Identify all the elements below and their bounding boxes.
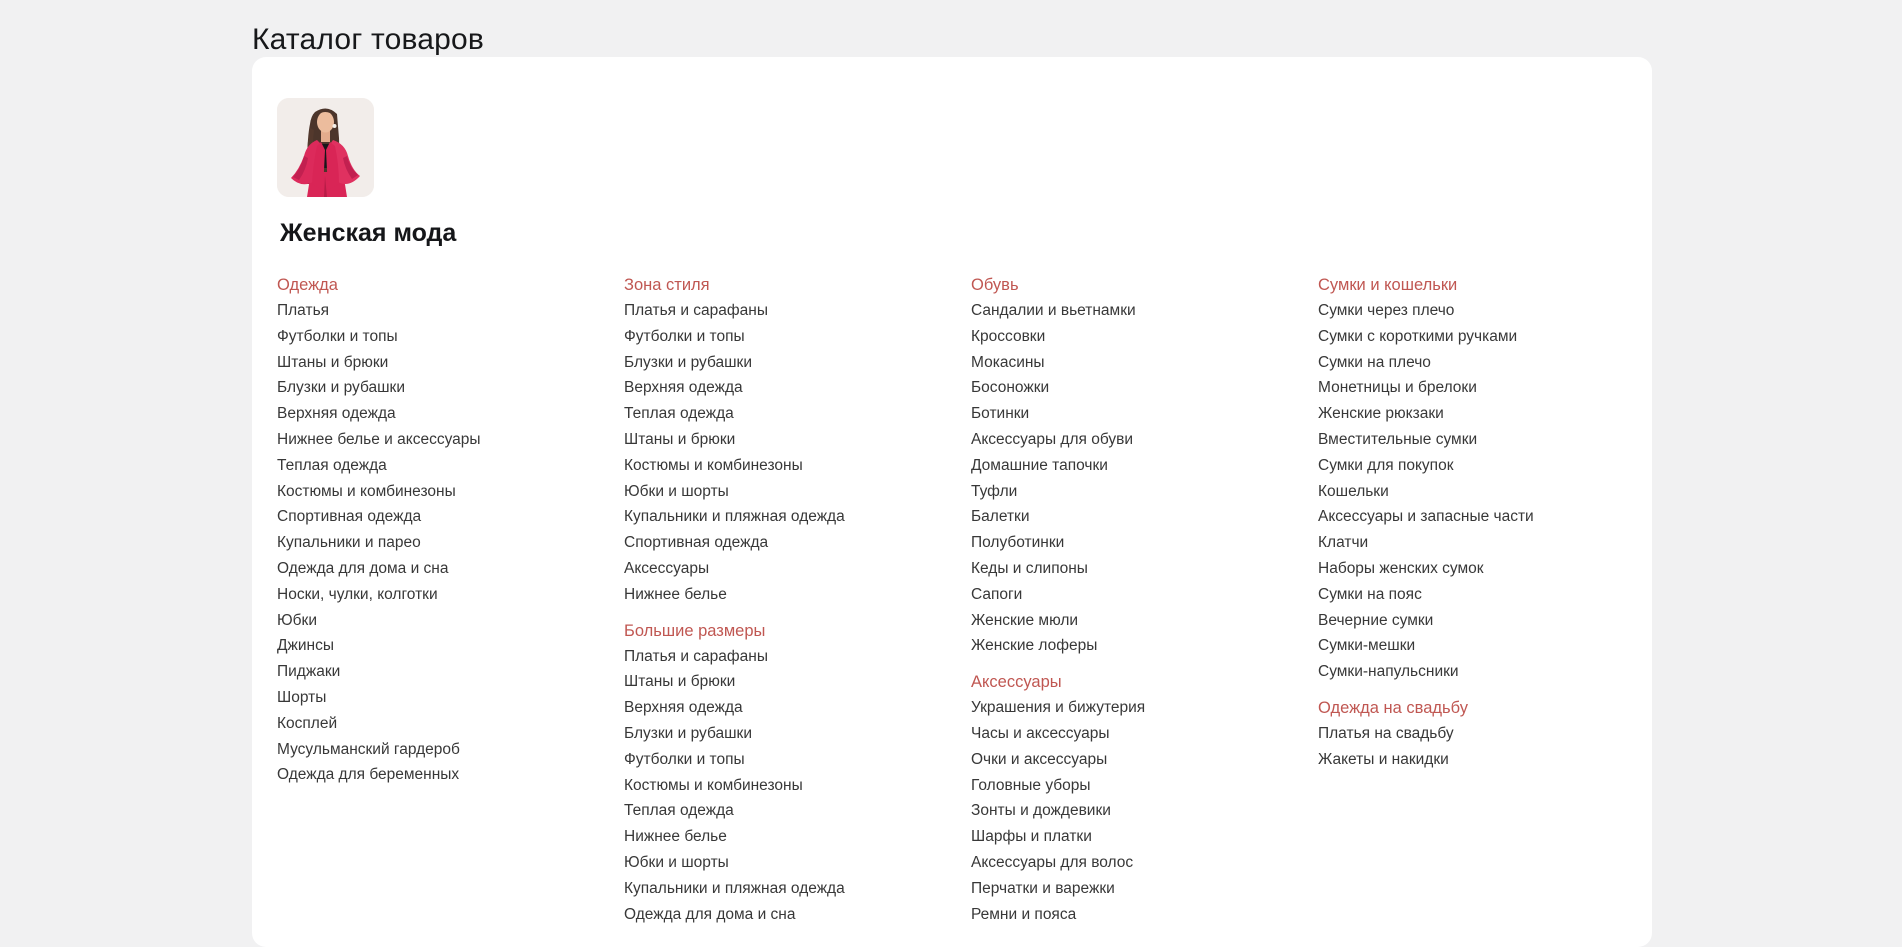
category-section bbox=[624, 618, 957, 928]
subcategory-link[interactable]: Костюмы и комбинезоны bbox=[277, 482, 456, 500]
category-section bbox=[1318, 272, 1651, 685]
category-section bbox=[624, 272, 957, 608]
subcategory-link[interactable]: Сапоги bbox=[971, 585, 1023, 603]
subcategory-link[interactable]: Футболки и топы bbox=[624, 327, 745, 345]
subcategory-link[interactable]: Блузки и рубашки bbox=[624, 724, 752, 742]
subcategory-link[interactable]: Кошельки bbox=[1318, 482, 1389, 500]
section-header-link[interactable]: Зона стиля bbox=[624, 276, 710, 294]
subcategory-link[interactable]: Женские лоферы bbox=[971, 637, 1098, 655]
subcategory-link[interactable]: Юбки и шорты bbox=[624, 482, 729, 500]
subcategory-link[interactable]: Босоножки bbox=[971, 379, 1050, 397]
subcategory-link[interactable]: Спортивная одежда bbox=[277, 508, 422, 526]
subcategory-link[interactable]: Купальники и пляжная одежда bbox=[624, 508, 845, 526]
subcategory-link[interactable]: Женские рюкзаки bbox=[1318, 405, 1444, 423]
subcategory-link[interactable]: Верхняя одежда bbox=[624, 379, 743, 397]
subcategory-link[interactable]: Платья и сарафаны bbox=[624, 647, 768, 665]
subcategory-link[interactable]: Штаны и брюки bbox=[624, 430, 736, 448]
category-column-2 bbox=[624, 272, 971, 927]
subcategory-link[interactable]: Блузки и рубашки bbox=[277, 379, 405, 397]
subcategory-link[interactable]: Блузки и рубашки bbox=[624, 353, 752, 371]
subcategory-link[interactable]: Мусульманский гардероб bbox=[277, 740, 460, 758]
page-title: Каталог товаров bbox=[252, 23, 485, 57]
subcategory-link[interactable]: Мокасины bbox=[971, 353, 1045, 371]
category-section bbox=[971, 669, 1304, 927]
subcategory-link[interactable]: Очки и аксессуары bbox=[971, 750, 1108, 768]
subcategory-link[interactable]: Косплей bbox=[277, 714, 338, 732]
subcategory-link[interactable]: Купальники и пляжная одежда bbox=[624, 879, 845, 897]
category-section bbox=[971, 272, 1304, 659]
section-header-link[interactable]: Аксессуары bbox=[971, 673, 1062, 692]
subcategory-link[interactable]: Часы и аксессуары bbox=[971, 724, 1110, 742]
subcategory-link[interactable]: Головные уборы bbox=[971, 776, 1091, 794]
subcategory-link[interactable]: Платья на свадьбу bbox=[1318, 724, 1454, 742]
subcategory-link[interactable]: Жакеты и накидки bbox=[1318, 750, 1449, 768]
subcategory-link[interactable]: Полуботинки bbox=[971, 534, 1065, 552]
section-header-link[interactable]: Большие размеры bbox=[624, 621, 766, 640]
subcategory-link[interactable]: Костюмы и комбинезоны bbox=[624, 776, 803, 794]
subcategory-link[interactable]: Украшения и бижутерия bbox=[971, 699, 1146, 717]
subcategory-link[interactable]: Перчатки и варежки bbox=[971, 879, 1115, 897]
subcategory-link[interactable]: Зонты и дождевики bbox=[971, 802, 1111, 820]
subcategory-link[interactable]: Аксессуары и запасные части bbox=[1318, 508, 1534, 526]
subcategory-link[interactable]: Ботинки bbox=[971, 405, 1030, 423]
subcategory-link[interactable]: Футболки и топы bbox=[624, 750, 745, 768]
subcategory-link[interactable]: Нижнее белье bbox=[624, 585, 727, 603]
section-header-link[interactable]: Обувь bbox=[971, 276, 1019, 294]
subcategory-link[interactable]: Теплая одежда bbox=[624, 405, 734, 423]
subcategory-link[interactable]: Монетницы и брелоки bbox=[1318, 379, 1477, 397]
category-card bbox=[252, 57, 1652, 947]
subcategory-link[interactable]: Домашние тапочки bbox=[971, 456, 1108, 474]
subcategory-link[interactable]: Балетки bbox=[971, 508, 1030, 526]
category-column-1 bbox=[277, 272, 624, 788]
subcategory-link[interactable]: Штаны и брюки bbox=[277, 353, 389, 371]
subcategory-link[interactable]: Сумки для покупок bbox=[1318, 456, 1454, 474]
subcategory-link[interactable]: Платья и сарафаны bbox=[624, 302, 768, 319]
category-column-4 bbox=[1318, 272, 1652, 773]
category-columns bbox=[277, 272, 1652, 927]
category-name[interactable]: Женская мода bbox=[280, 219, 457, 247]
subcategory-link[interactable]: Нижнее белье и аксессуары bbox=[277, 430, 481, 448]
subcategory-link[interactable]: Вместительные сумки bbox=[1318, 430, 1478, 448]
subcategory-link[interactable]: Верхняя одежда bbox=[624, 699, 743, 717]
subcategory-link[interactable]: Верхняя одежда bbox=[277, 405, 396, 423]
subcategory-link[interactable]: Шарфы и платки bbox=[971, 828, 1092, 846]
subcategory-link[interactable]: Носки, чулки, колготки bbox=[277, 585, 438, 603]
subcategory-link[interactable]: Наборы женских сумок bbox=[1318, 559, 1484, 577]
category-section bbox=[1318, 695, 1651, 773]
subcategory-link[interactable]: Купальники и парео bbox=[277, 534, 421, 552]
subcategory-link[interactable]: Вечерние сумки bbox=[1318, 611, 1434, 629]
subcategory-link[interactable]: Теплая одежда bbox=[624, 802, 734, 820]
subcategory-link[interactable]: Туфли bbox=[971, 482, 1018, 500]
subcategory-link[interactable]: Сумки-напульсники bbox=[1318, 663, 1459, 681]
subcategory-link[interactable]: Клатчи bbox=[1318, 534, 1369, 552]
category-column-3 bbox=[971, 272, 1318, 927]
subcategory-link[interactable]: Платья bbox=[277, 302, 330, 319]
section-header-link[interactable]: Одежда bbox=[277, 276, 338, 294]
subcategory-link[interactable]: Теплая одежда bbox=[277, 456, 387, 474]
subcategory-link[interactable]: Костюмы и комбинезоны bbox=[624, 456, 803, 474]
subcategory-link[interactable]: Кроссовки bbox=[971, 327, 1046, 345]
subcategory-link[interactable]: Спортивная одежда bbox=[624, 534, 769, 552]
subcategory-link[interactable]: Штаны и брюки bbox=[624, 673, 736, 691]
subcategory-link[interactable]: Сандалии и вьетнамки bbox=[971, 302, 1136, 319]
subcategory-link[interactable]: Сумки на плечо bbox=[1318, 353, 1431, 371]
subcategory-link[interactable]: Одежда для беременных bbox=[277, 766, 460, 784]
subcategory-link[interactable]: Сумки с короткими ручками bbox=[1318, 327, 1518, 345]
woman-in-crimson-outfit-image bbox=[277, 98, 374, 197]
subcategory-link[interactable]: Футболки и топы bbox=[277, 327, 398, 345]
subcategory-link[interactable]: Сумки-мешки bbox=[1318, 637, 1416, 655]
subcategory-link[interactable]: Юбки bbox=[277, 611, 317, 629]
subcategory-link[interactable]: Шорты bbox=[277, 688, 327, 706]
subcategory-link[interactable]: Одежда для дома и сна bbox=[624, 905, 796, 923]
section-header-link[interactable]: Одежда на свадьбу bbox=[1318, 698, 1468, 717]
subcategory-link[interactable]: Юбки и шорты bbox=[624, 853, 729, 871]
subcategory-link[interactable]: Джинсы bbox=[277, 637, 334, 655]
subcategory-link[interactable]: Аксессуары для обуви bbox=[971, 430, 1134, 448]
subcategory-link[interactable]: Пиджаки bbox=[277, 663, 341, 681]
subcategory-link[interactable]: Аксессуары bbox=[624, 559, 710, 577]
subcategory-link[interactable]: Сумки на пояс bbox=[1318, 585, 1422, 603]
section-header-link[interactable]: Сумки и кошельки bbox=[1318, 276, 1458, 294]
category-image[interactable] bbox=[277, 98, 374, 197]
subcategory-link[interactable]: Аксессуары для волос bbox=[971, 853, 1134, 871]
subcategory-link[interactable]: Нижнее белье bbox=[624, 828, 727, 846]
subcategory-link[interactable]: Одежда для дома и сна bbox=[277, 559, 449, 577]
subcategory-link[interactable]: Сумки через плечо bbox=[1318, 302, 1455, 319]
category-section bbox=[277, 272, 610, 788]
subcategory-link[interactable]: Женские мюли bbox=[971, 611, 1079, 629]
subcategory-link[interactable]: Ремни и пояса bbox=[971, 905, 1077, 923]
subcategory-link[interactable]: Кеды и слипоны bbox=[971, 559, 1088, 577]
